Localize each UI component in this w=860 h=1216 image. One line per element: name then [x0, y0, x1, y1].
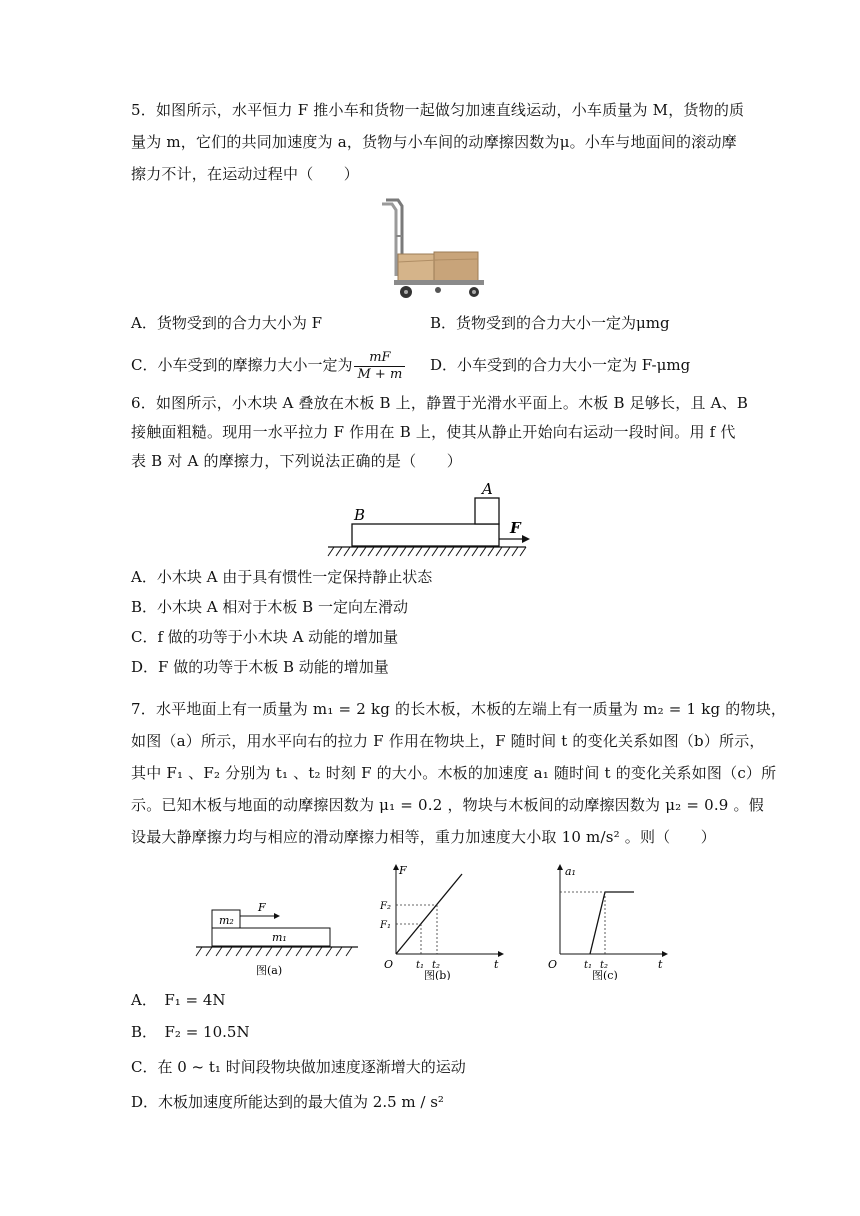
- q5-option-b: B．货物受到的合力大小一定为μmg: [430, 314, 670, 332]
- fig-c-caption: 图(c): [592, 969, 618, 980]
- fig-b-label-f1: F₁: [380, 920, 391, 931]
- q7-stem-line-2: 如图（a）所示，用水平向右的拉力 F 作用在物块上，F 随时间 t 的变化关系如图（b）所示，: [131, 732, 765, 750]
- q5-option-d: D．小车受到的合力大小一定为 F-μmg: [430, 356, 691, 374]
- q6-option-b: B．小木块 A 相对于木板 B 一定向左滑动: [131, 598, 408, 616]
- q6-option-d: D．F 做的功等于木板 B 动能的增加量: [131, 658, 389, 676]
- q6-option-a: A．小木块 A 由于具有惯性一定保持静止状态: [131, 568, 433, 586]
- q6-stem-line-3: 表 B 对 A 的摩擦力，下列说法正确的是（ ）: [131, 452, 462, 470]
- label-block-a: A: [482, 480, 493, 498]
- fig-c-axis-t: t: [658, 958, 663, 971]
- q7-stem-line-5: 设最大静摩擦力均与相应的滑动摩擦力相等，重力加速度大小取 10 m/s² 。则（ ）: [131, 828, 716, 846]
- fig-b-label-t2: t₂: [432, 960, 441, 971]
- q6-stem-line-1: 6．如图所示，小木块 A 叠放在木板 B 上，静置于光滑水平面上。木板 B 足够长，且 A、B: [131, 394, 749, 412]
- fig-b-caption: 图(b): [424, 969, 451, 980]
- q5-option-c-numerator: mF: [354, 350, 405, 367]
- fig-b-origin: O: [384, 958, 394, 971]
- q6-stem-line-2: 接触面粗糙。现用一水平拉力 F 作用在 B 上，使其从静止开始向右运动一段时间。用 f 代: [131, 423, 736, 441]
- figure-b-force-time-graph: [372, 862, 506, 980]
- q5-option-c: [131, 346, 407, 384]
- q7-stem-line-4: 示。已知木板与地面的动摩擦因数为 μ₁ = 0.2 ，物块与木板间的动摩擦因数为 μ₂ = 0.9 。假: [131, 796, 764, 814]
- fig-b-axis-f: F: [399, 864, 407, 877]
- q5-option-c-text: C．小车受到的摩擦力大小一定为: [131, 356, 353, 374]
- hand-truck-illustration: [378, 196, 488, 302]
- fig-a-label-m1: m₁: [272, 931, 287, 944]
- fig-a-label-m2: m₂: [219, 914, 234, 927]
- q7-option-b: B． F₂ = 10.5N: [131, 1023, 250, 1041]
- fig-b-axis-t: t: [494, 958, 499, 971]
- q6-option-c: C．f 做的功等于小木块 A 动能的增加量: [131, 628, 399, 646]
- fig-c-label-t2: t₂: [600, 960, 609, 971]
- q5-stem-line-3: 擦力不计，在运动过程中（ ）: [131, 165, 360, 183]
- label-force-f: F: [510, 519, 521, 537]
- q5-option-c-fraction: [354, 350, 405, 383]
- figure-c-acceleration-time-graph: [540, 862, 670, 980]
- q7-option-d: D．木板加速度所能达到的最大值为 2.5 m / s²: [131, 1093, 444, 1111]
- fig-b-label-t1: t₁: [416, 960, 425, 971]
- block-on-board-diagram: [326, 476, 536, 562]
- fig-c-label-t1: t₁: [584, 960, 593, 971]
- figure-a-board-block: [190, 896, 360, 982]
- q7-option-c: C．在 0 ~ t₁ 时间段物块做加速度逐渐增大的运动: [131, 1058, 466, 1076]
- label-board-b: B: [354, 506, 366, 524]
- q5-option-a: A．货物受到的合力大小为 F: [131, 314, 323, 332]
- q7-option-a: A． F₁ = 4N: [131, 991, 226, 1009]
- fig-a-caption: 图(a): [256, 964, 283, 977]
- fig-a-label-f: F: [258, 901, 266, 914]
- fig-c-axis-a1: a₁: [565, 865, 576, 878]
- q5-stem-line-2: 量为 m，它们的共同加速度为 a，货物与小车间的动摩擦因数为μ。小车与地面间的滚动摩: [131, 133, 737, 151]
- q7-stem-line-1: 7．水平地面上有一质量为 m₁ = 2 kg 的长木板，木板的左端上有一质量为 m₂ = 1 kg 的物块，: [131, 700, 787, 718]
- fig-b-label-f2: F₂: [380, 901, 391, 912]
- fig-c-origin: O: [548, 958, 558, 971]
- q7-stem-line-3: 其中 F₁ 、F₂ 分别为 t₁ 、t₂ 时刻 F 的大小。木板的加速度 a₁ 随时间 t 的变化关系如图（c）所: [131, 764, 777, 782]
- q5-stem-line-1: 5．如图所示，水平恒力 F 推小车和货物一起做匀加速直线运动，小车质量为 M，货物的质: [131, 101, 745, 119]
- q5-option-c-denominator: M + m: [357, 366, 403, 382]
